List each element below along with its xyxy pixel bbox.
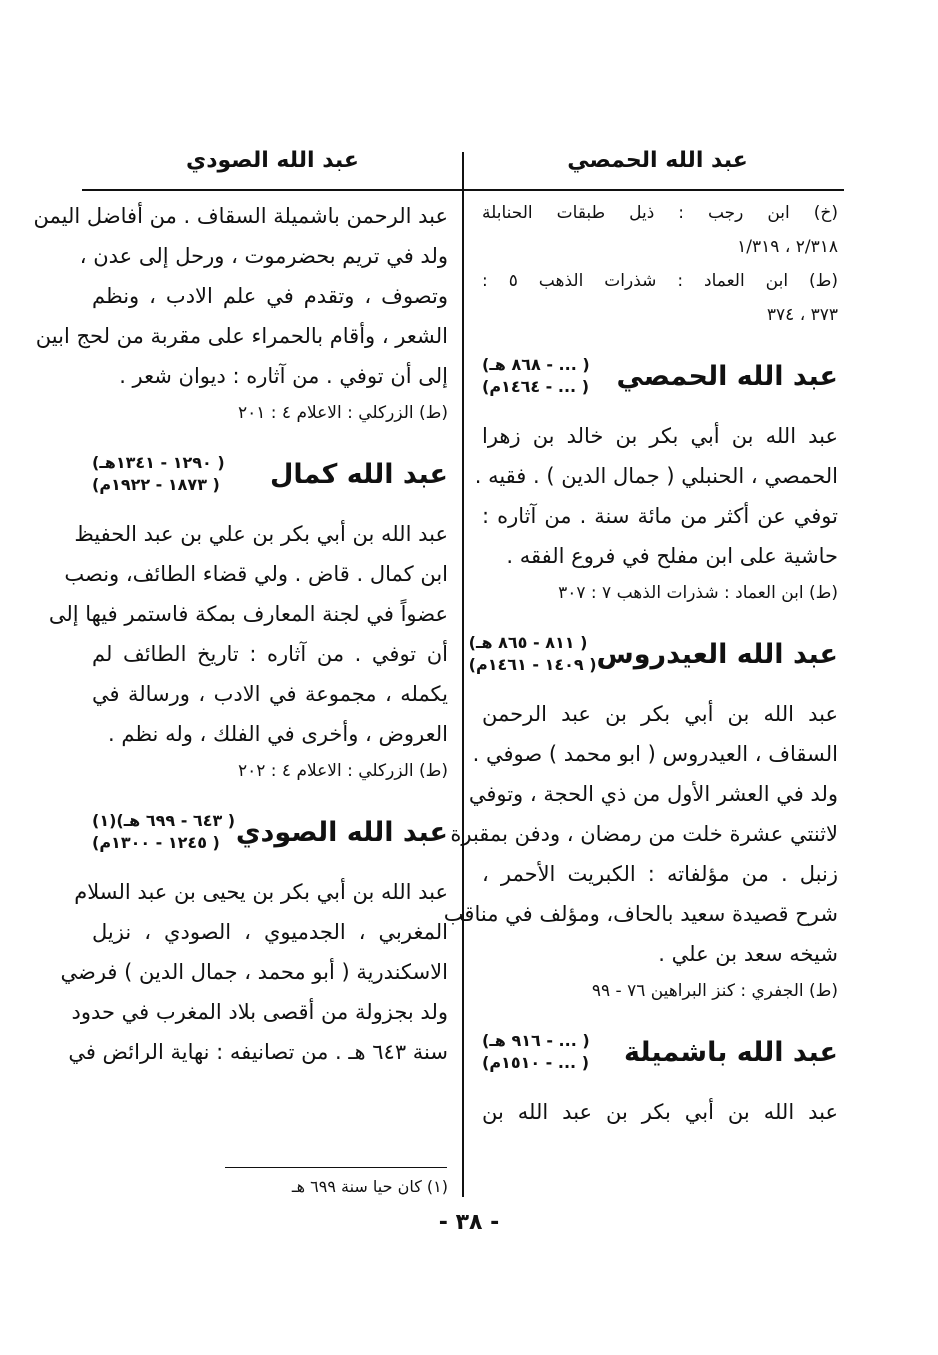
reference-line: (ط) الزركلي : الاعلام ٤ : ٢٠١ [237, 403, 448, 423]
hijri-dates: ( ٨١١ - ٨٦٥ هـ) [468, 633, 588, 652]
body-line: ولد في تريم بحضرموت ، ورحل إلى عدن ، [79, 244, 448, 268]
body-line: أن توفي . من آثاره : تاريخ الطائف لم [92, 642, 448, 666]
body-line: عبد الرحمن باشميلة السقاف . من أفاضل اليمن [33, 204, 448, 228]
footnote-rule [225, 1167, 447, 1168]
reference-line: (ط) ابن العماد : شذرات الذهب ٧ : ٣٠٧ [558, 583, 838, 603]
running-header-right: عبد الله الحمصي [567, 148, 748, 173]
reference-line: (ط) الزركلي : الاعلام ٤ : ٢٠٢ [237, 761, 448, 781]
entry-name: عبد الله الصودي [235, 816, 448, 848]
hijri-dates: ( ١٢٩٠ - ١٣٤١هـ) [92, 453, 225, 472]
entry-heading [468, 624, 838, 684]
body-line: توفي عن أكثر من مائة سنة . من آثاره : [482, 504, 838, 528]
body-line: شرح قصيدة سعيد بالحاف، ومؤلف في مناقب [443, 902, 838, 926]
column-divider [462, 152, 464, 1197]
body-line: لاثنتي عشرة خلت من رمضان ، ودفن بمقبرة [450, 822, 838, 846]
reference-line: ٢/٣١٨ ، ١/٣١٩ [737, 237, 838, 257]
body-line: يكمله ، مجموعة في الادب ، ورسالة في [92, 682, 448, 706]
body-line: المغربي ، الجدميوي ، الصودي ، نزيل [92, 920, 448, 944]
entry-dates [92, 452, 225, 496]
body-line: السقاف ، العيدروس ( ابو محمد ) صوفي . [472, 742, 838, 766]
body-line: وتصوف ، وتقدم في علم الادب ، ونظم [92, 284, 448, 308]
hijri-dates: ( ... - ٩١٦ هـ) [482, 1031, 590, 1050]
page-number: - ٣٨ - [438, 1210, 500, 1235]
entry-dates [92, 810, 235, 854]
gregorian-dates: ( ... - ١٤٦٤م) [482, 377, 590, 396]
entry-name: عبد الله باشميلة [624, 1036, 838, 1068]
entry-name: عبد الله كمال [269, 458, 448, 490]
reference-line: (خ) ابن رجب : ذيل طبقات الحنابلة [482, 203, 838, 223]
gregorian-dates: ( ١٨٧٣ - ١٩٢٢م) [92, 475, 220, 494]
entry-dates [469, 632, 597, 676]
gregorian-dates: ( ١٤٠٩ - ١٤٦١م) [468, 655, 597, 674]
body-line: عضواً في لجنة المعارف بمكة فاستمر فيها إلى [48, 602, 448, 626]
hijri-dates: ( ٦٤٣ - ٦٩٩ هـ)(١) [92, 811, 236, 830]
entry-name: عبد الله العيدروس [596, 638, 838, 670]
body-line: عبد الله بن أبي بكر بن علي بن عبد الحفيظ [74, 522, 448, 546]
footnote: (١) كان حيا سنة ٦٩٩ هـ [291, 1177, 448, 1196]
reference-line: (ط) ابن العماد : شذرات الذهب ٥ : [482, 271, 838, 291]
entry-heading [92, 802, 448, 862]
body-line: العروض ، وأخرى في الفلك ، وله نظم . [108, 722, 448, 746]
body-line: الحمصي ، الحنبلي ( جمال الدين ) . فقيه . [474, 464, 838, 488]
entry-heading [92, 444, 448, 504]
body-line: الشعر ، وأقام بالحمراء على مقربة من لحج ابين [35, 324, 448, 348]
body-line: عبد الله بن أبي بكر بن عبد الرحمن [482, 702, 838, 726]
gregorian-dates: ( ... - ١٥١٠م) [482, 1053, 590, 1072]
body-line: شيخه سعد بن علي . [658, 942, 838, 966]
body-line: ولد في العشر الأول من ذي الحجة ، وتوفي [468, 782, 838, 806]
body-line: سنة ٦٤٣ هـ . من تصانيفه : نهاية الرائض في [68, 1040, 448, 1064]
hijri-dates: ( ... - ٨٦٨ هـ) [482, 355, 590, 374]
entry-dates [482, 1030, 590, 1074]
body-line: إلى أن توفي . من آثاره : ديوان شعر . [119, 364, 448, 388]
reference-line: (ط) الجفري : كنز البراهين ٧٦ - ٩٩ [591, 981, 838, 1001]
body-line: ولد بجزولة من أقصى بلاد المغرب في حدود [71, 1000, 448, 1024]
entry-heading [482, 1022, 838, 1082]
body-line: عبد الله بن أبي بكر بن يحيى بن عبد السلام [74, 880, 448, 904]
entry-name: عبد الله الحمصي [616, 360, 838, 392]
body-line: عبد الله بن أبي بكر بن خالد بن زهرا [482, 424, 838, 448]
entry-heading [482, 346, 838, 406]
body-line: زنبل . من مؤلفاته : الكبريت الأحمر ، [482, 862, 838, 886]
running-header-left: عبد الله الصودي [186, 148, 359, 173]
body-line: عبد الله بن أبي بكر بن عبد الله بن [482, 1100, 838, 1124]
left-column [33, 196, 448, 1072]
body-line: حاشية على ابن مفلح في فروع الفقه . [506, 544, 838, 568]
entry-dates [482, 354, 590, 398]
body-line: ابن كمال . قاض . ولي قضاء الطائف، ونصب [64, 562, 448, 586]
gregorian-dates: ( ١٢٤٥ - ١٣٠٠م) [92, 833, 220, 852]
body-line: الاسكندرية ( أبو محمد ، جمال الدين ) فرضي [60, 960, 448, 984]
reference-line: ٣٧٣ ، ٣٧٤ [766, 305, 838, 325]
right-column [443, 196, 838, 1132]
